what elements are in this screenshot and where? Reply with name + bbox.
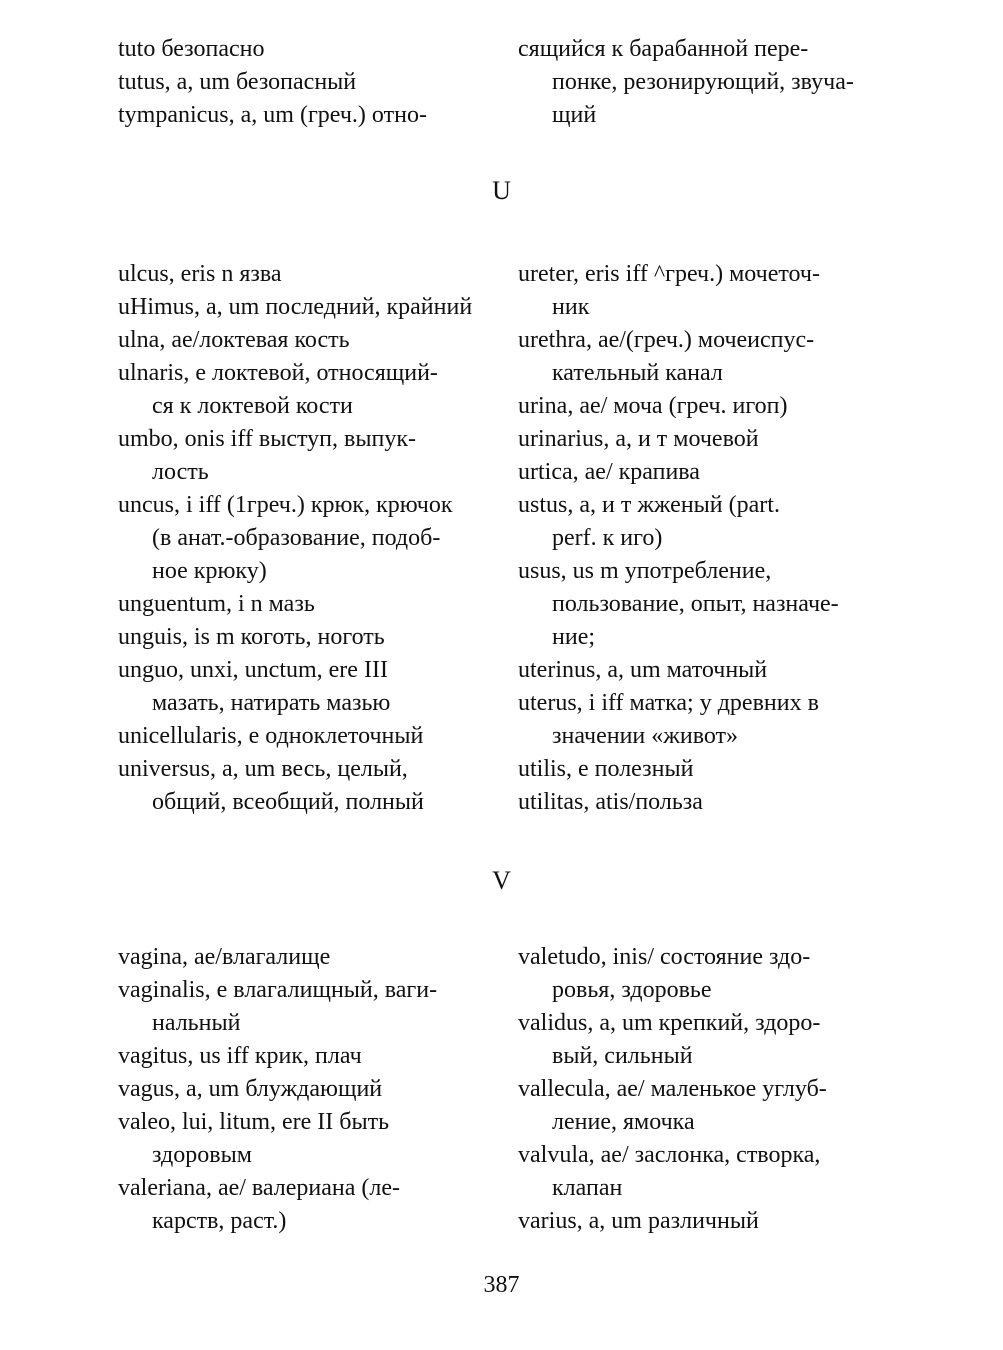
entry-continuation: карств, раст.) [152, 1208, 287, 1234]
u-left-column [118, 258, 498, 819]
entry-headline: ureter, eris iff ^греч.) мочеточ- [518, 261, 820, 287]
entry-headline: uterus, i iff матка; у древних в [518, 690, 819, 716]
dictionary-entry [118, 621, 498, 654]
v-left-column [118, 941, 498, 1238]
section-letter-u: U [492, 176, 511, 205]
dictionary-entry [518, 786, 898, 819]
entry-continuation: perf. к иго) [552, 525, 663, 551]
v-right-column [518, 941, 898, 1238]
dictionary-entry [118, 588, 498, 621]
entry-headline: valeo, lui, litum, ere II быть [118, 1109, 390, 1135]
dictionary-entry [118, 489, 498, 588]
section-letter-v: V [492, 866, 511, 895]
dictionary-entry [118, 720, 498, 753]
entry-headline: usus, us m употребление, [518, 558, 772, 584]
dictionary-entry [118, 99, 498, 132]
top-right-column [518, 33, 898, 132]
entry-headline: unguis, is m коготь, ноготь [118, 624, 385, 650]
dictionary-entry [118, 753, 498, 819]
dictionary-entry [518, 456, 898, 489]
entry-continuation: (в анат.-образование, подоб- [152, 525, 441, 551]
entry-headline: unguo, unxi, unctum, ere III [118, 657, 388, 683]
dictionary-entry [518, 390, 898, 423]
dictionary-entry [518, 1139, 898, 1205]
entry-headline: ulna, ae/локтевая кость [118, 327, 350, 353]
entry-headline: tuto безопасно [118, 36, 265, 62]
dictionary-entry [518, 489, 898, 555]
dictionary-entry [118, 66, 498, 99]
entry-continuation: вый, сильный [552, 1043, 693, 1069]
dictionary-entry [518, 753, 898, 786]
top-left-column [118, 33, 498, 132]
dictionary-entry [118, 357, 498, 423]
entry-continuation: щий [552, 102, 597, 128]
entry-headline: tympanicus, a, um (греч.) отно- [118, 102, 427, 128]
entry-continuation: ник [552, 294, 590, 320]
entry-headline: validus, a, um крепкий, здоро- [518, 1010, 821, 1036]
entry-headline: valeriana, ae/ валериана (ле- [118, 1175, 401, 1201]
dictionary-entry [118, 1106, 498, 1172]
dictionary-entry [518, 423, 898, 456]
dictionary-entry [118, 258, 498, 291]
entry-headline: vagitus, us iff крик, плач [118, 1043, 362, 1069]
dictionary-entry [518, 1073, 898, 1139]
dictionary-entry [518, 941, 898, 1007]
entry-headline: vallecula, ae/ маленькое углуб- [518, 1076, 827, 1102]
entry-headline: vagus, a, um блуждающий [118, 1076, 383, 1102]
entry-continuation: общий, всеобщий, полный [152, 789, 424, 815]
entry-headline: ustus, a, и т жженый (part. [518, 492, 780, 518]
u-right-column [518, 258, 898, 819]
entry-continuation: ровья, здоровье [552, 977, 712, 1003]
dictionary-entry [518, 687, 898, 753]
dictionary-entry [118, 291, 498, 324]
entry-headline: uncus, i iff (1греч.) крюк, крючок [118, 492, 453, 518]
entry-continuation: понке, резонирующий, звуча- [552, 69, 854, 95]
entry-headline: vaginalis, e влагалищный, ваги- [118, 977, 438, 1003]
dictionary-entry [118, 941, 498, 974]
entry-headline: сящийся к барабанной пере- [518, 36, 809, 62]
entry-continuation: нальный [152, 1010, 241, 1036]
dictionary-entry [118, 324, 498, 357]
dictionary-entry [518, 555, 898, 654]
entry-continuation: лость [152, 459, 209, 485]
entry-continuation: клапан [552, 1175, 623, 1201]
entry-headline: tutus, a, um безопасный [118, 69, 357, 95]
entry-headline: ulcus, eris n язва [118, 261, 282, 287]
dictionary-entry [118, 423, 498, 489]
entry-headline: valetudo, inis/ состояние здо- [518, 944, 811, 970]
entry-continuation: пользование, опыт, назначе- [552, 591, 839, 617]
entry-continuation: кательный канал [552, 360, 723, 386]
entry-continuation: значении «живот» [552, 723, 739, 749]
dictionary-entry [118, 654, 498, 720]
entry-headline: utilitas, atis/польза [518, 789, 703, 815]
entry-continuation: ние; [552, 624, 596, 650]
dictionary-entry [518, 1205, 898, 1238]
entry-headline: urinarius, a, и т мочевой [518, 426, 759, 452]
dictionary-entry [518, 654, 898, 687]
dictionary-entry [118, 33, 498, 66]
entry-headline: umbo, onis iff выступ, выпук- [118, 426, 416, 452]
dictionary-entry [518, 324, 898, 390]
entry-headline: vagina, ae/влагалище [118, 944, 331, 970]
entry-headline: utilis, e полезный [518, 756, 694, 782]
entry-continuation: ся к локтевой кости [152, 393, 353, 419]
dictionary-entry [518, 33, 898, 132]
entry-headline: valvula, ae/ заслонка, створка, [518, 1142, 821, 1168]
entry-headline: urethra, ae/(греч.) мочеиспус- [518, 327, 815, 353]
entry-headline: urina, ae/ моча (греч. игоп) [518, 393, 788, 419]
entry-headline: universus, a, um весь, целый, [118, 756, 408, 782]
dictionary-entry [518, 258, 898, 324]
entry-continuation: ное крюку) [152, 558, 267, 584]
entry-headline: varius, a, um различный [518, 1208, 759, 1234]
entry-headline: unguentum, i n мазь [118, 591, 315, 617]
entry-headline: urtica, ae/ крапива [518, 459, 700, 485]
page-number: 387 [483, 1272, 520, 1298]
dictionary-entry [518, 1007, 898, 1073]
entry-continuation: ление, ямочка [552, 1109, 695, 1135]
dictionary-entry [118, 1073, 498, 1106]
entry-continuation: мазать, натирать мазью [152, 690, 391, 716]
dictionary-entry [118, 974, 498, 1040]
entry-continuation: здоровым [152, 1142, 252, 1168]
dictionary-entry [118, 1040, 498, 1073]
entry-headline: unicellularis, e одноклеточный [118, 723, 424, 749]
entry-headline: uHimus, a, um последний, крайний [118, 294, 473, 320]
dictionary-entry [118, 1172, 498, 1238]
entry-headline: ulnaris, e локтевой, относящий- [118, 360, 438, 386]
entry-headline: uterinus, a, um маточный [518, 657, 768, 683]
